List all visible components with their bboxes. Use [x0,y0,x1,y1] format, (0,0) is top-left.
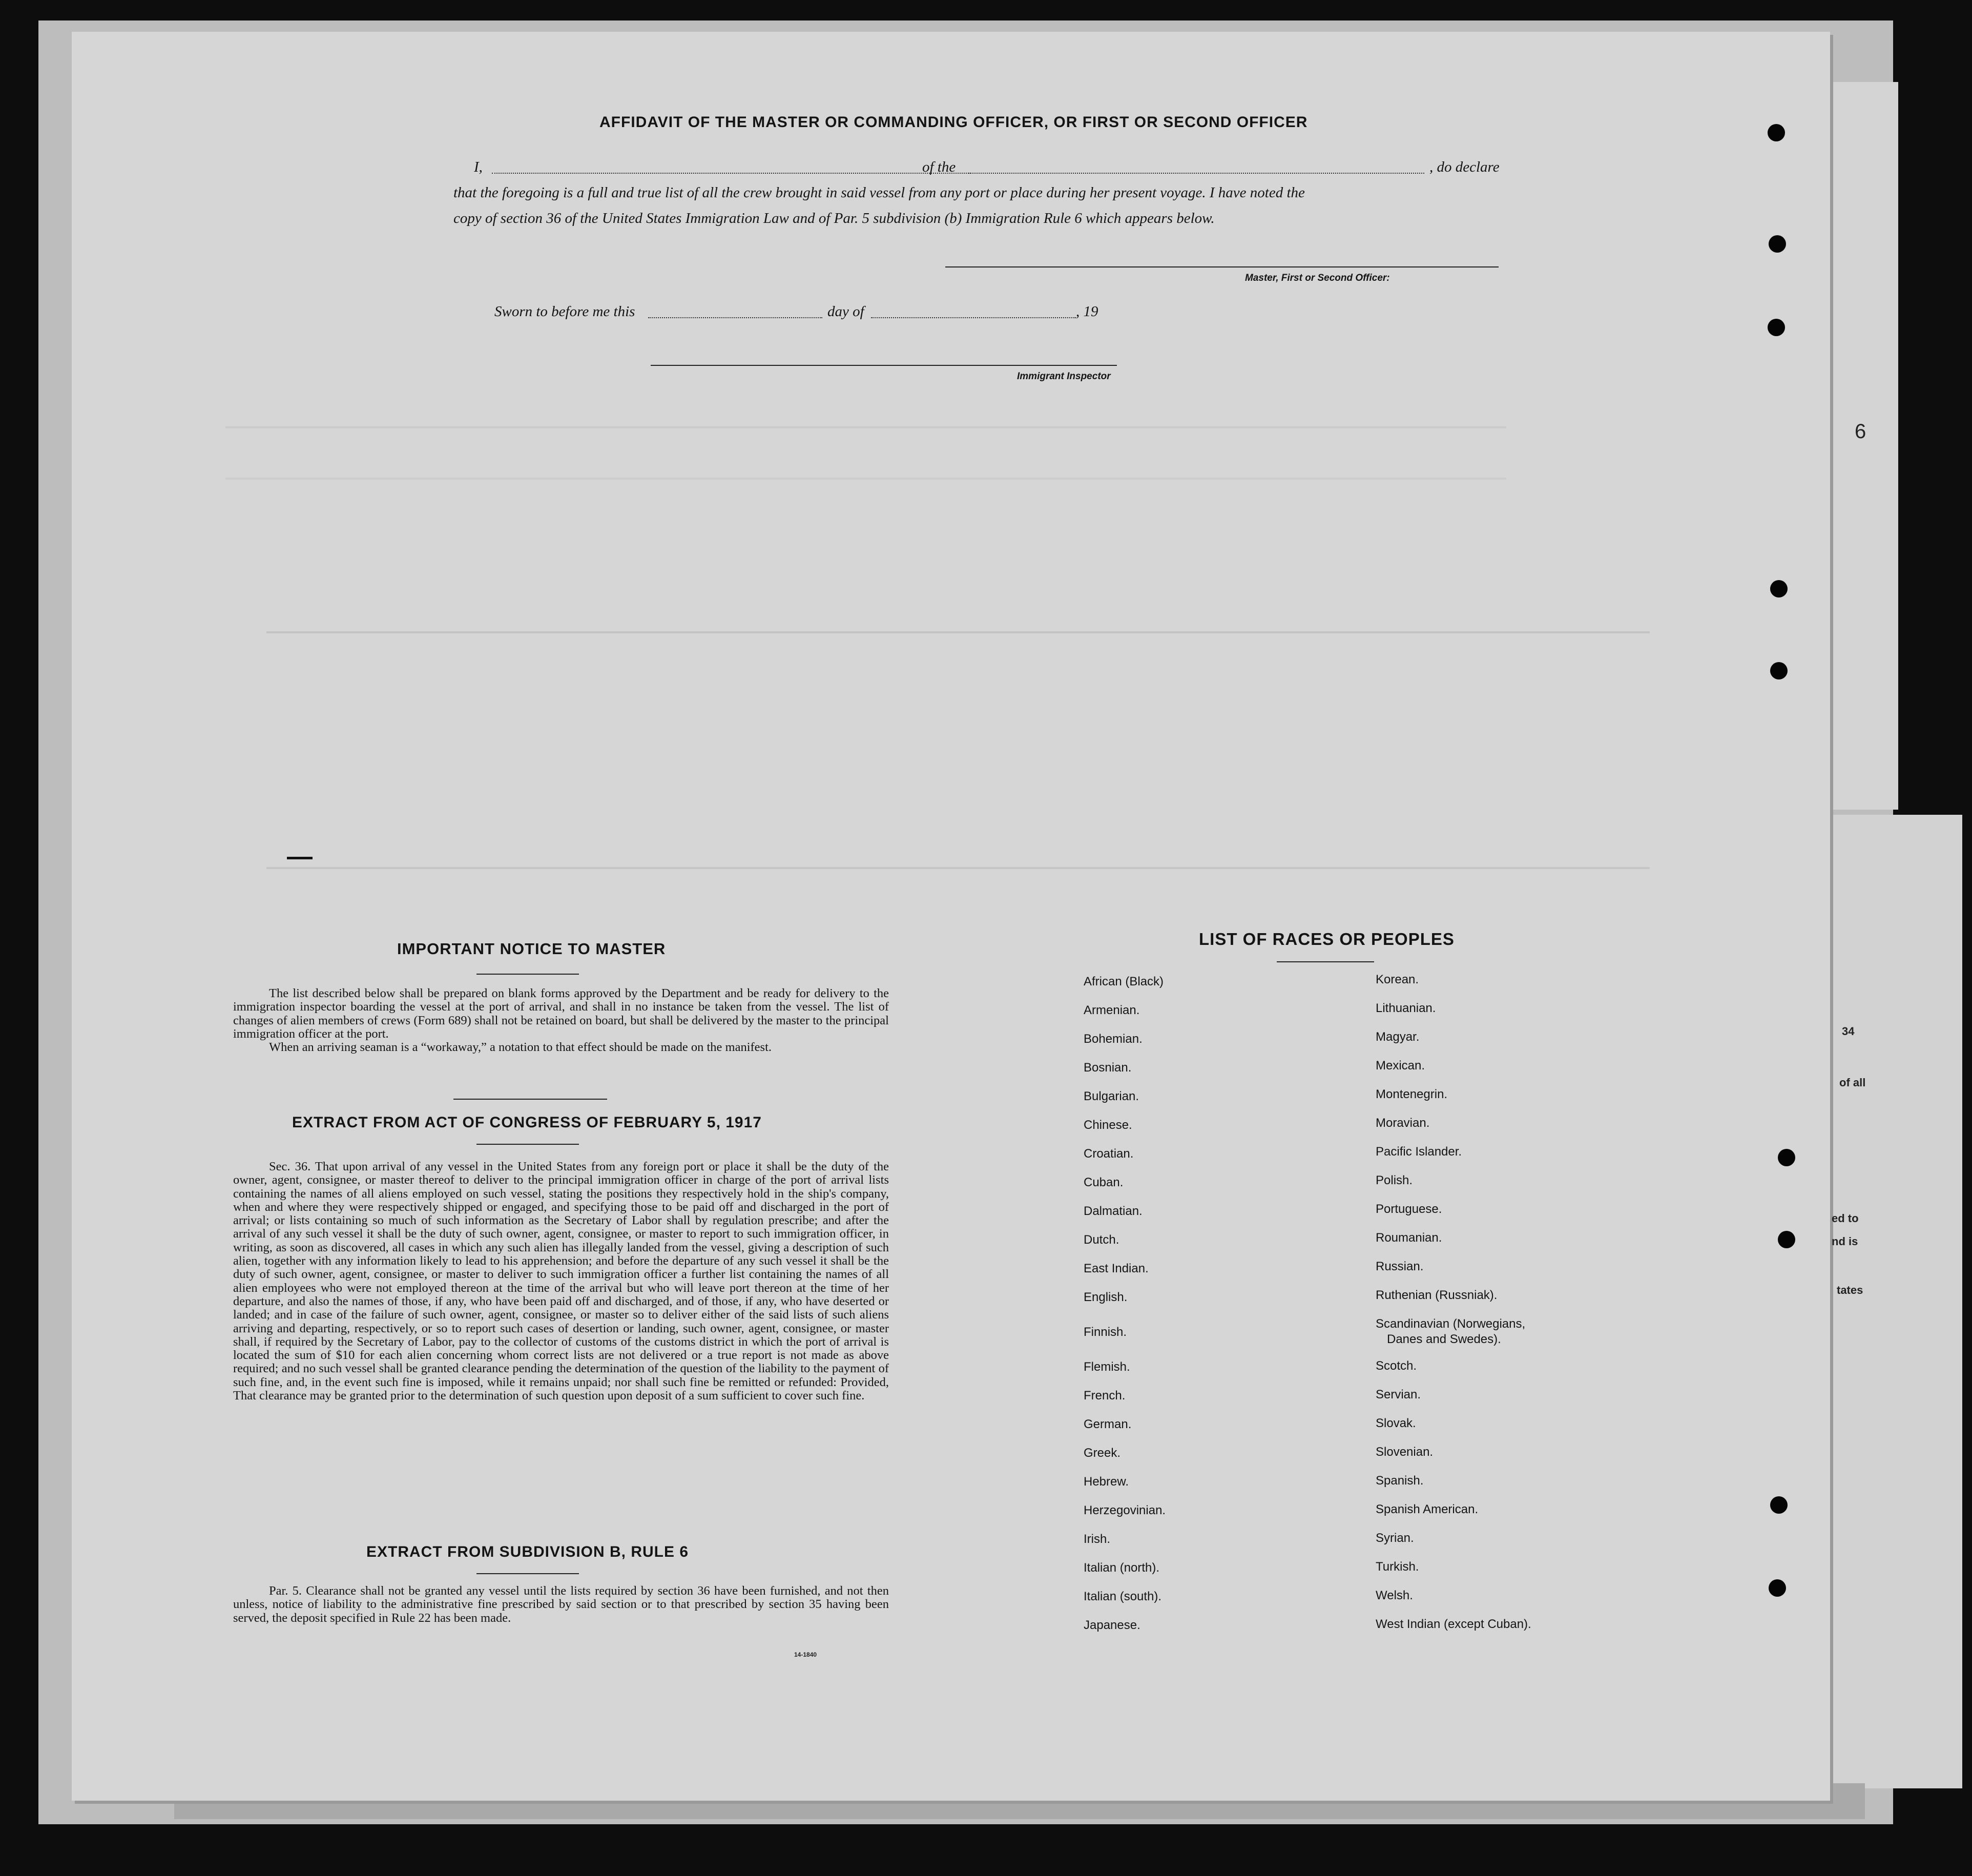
sworn-text-start: Sworn to before me this [494,303,635,320]
background-sheet-right-lower [1814,815,1962,1788]
race-item: Hebrew. [1084,1475,1129,1489]
race-item: Scandinavian (Norwegians, [1376,1317,1526,1331]
race-item: French. [1084,1389,1126,1403]
race-item: Servian. [1376,1388,1421,1401]
binder-hole [1768,124,1785,141]
race-item: Ruthenian (Russniak). [1376,1288,1498,1302]
extract-rule-title: EXTRACT FROM SUBDIVISION B, RULE 6 [366,1543,689,1560]
sworn-text-mid: day of [827,303,864,320]
notice-paragraph-1: The list described below shall be prepared on blank forms approved by the Department and be ready for delivery to the immigration inspector boarding the vessel at the port of arrival, and shall in no instance be taken from the vessel. The list of changes of alien members of crews (Form 689) shall not be retained on board, but shall be delivered by the master to the principal immigration officer at the port. [233,986,889,1041]
affidavit-line1-start: I, [474,159,483,175]
binder-hole [1768,319,1785,336]
race-item: Greek. [1084,1446,1121,1460]
race-item: Armenian. [1084,1003,1140,1017]
race-item: Moravian. [1376,1116,1430,1130]
inspector-caption: Immigrant Inspector [1017,371,1111,382]
bleedthrough-row [266,631,1650,633]
race-item: Cuban. [1084,1176,1124,1189]
binder-hole [1769,1579,1786,1597]
race-item: Lithuanian. [1376,1001,1436,1015]
bleedthrough-row [225,426,1506,428]
binder-hole [1770,662,1788,679]
binder-hole [1770,580,1788,597]
race-item: Finnish. [1084,1325,1127,1339]
race-item: Magyar. [1376,1030,1420,1044]
race-item: East Indian. [1084,1262,1149,1275]
race-item: Pacific Islander. [1376,1145,1462,1159]
race-item: Welsh. [1376,1589,1413,1602]
race-item: Bosnian. [1084,1061,1132,1075]
race-item: German. [1084,1417,1132,1431]
race-item: Dalmatian. [1084,1204,1143,1218]
notice-body [233,987,889,1054]
edge-fragment-34: 34 [1842,1025,1855,1038]
sworn-text-end: , 19 [1076,303,1098,320]
form-number: 14-1840 [794,1651,817,1658]
bleedthrough-row [225,478,1506,480]
race-item: Italian (north). [1084,1561,1160,1575]
extract-act-title: EXTRACT FROM ACT OF CONGRESS OF FEBRUARY 5, 1917 [292,1114,762,1131]
race-item: Slovak. [1376,1416,1416,1430]
notice-title: IMPORTANT NOTICE TO MASTER [397,940,666,958]
sworn-day-blank [648,317,822,318]
extract-act-title-rule [476,1144,579,1145]
binder-hole [1770,1496,1788,1514]
race-item: Russian. [1376,1260,1424,1273]
edge-fragment-tates: tates [1837,1284,1863,1296]
affidavit-line2: that the foregoing is a full and true list of all the crew brought in said vessel from any port or place during her present voyage. I have noted the [453,184,1305,201]
race-item: Slovenian. [1376,1445,1434,1459]
race-item: Dutch. [1084,1233,1119,1247]
officer-signature-caption: Master, First or Second Officer: [1245,273,1390,283]
race-item: Polish. [1376,1173,1413,1187]
race-item: Syrian. [1376,1531,1414,1545]
race-item: Montenegrin. [1376,1087,1448,1101]
binder-hole [1778,1231,1795,1248]
race-item: African (Black) [1084,975,1164,988]
sworn-month-blank [871,317,1076,318]
manifest-back-page [72,32,1830,1801]
edge-fragment-ed-to: ed to [1832,1212,1859,1225]
section-36-text: Sec. 36. That upon arrival of any vessel in the United States from any foreign port or place it shall be the duty of the owner, agent, consignee, or master thereof to deliver to the principal immigration officer in charge of the port of arrival lists containing the names of all aliens employed on such vessel, stating the positions they respectively hold in the ship's company, when and where they were respectively shipped or engaged, and specifying those to be paid off and discharged in the port of arrival; or lists containing so much of such information as the Secretary of Labor shall by regulation prescribe; and after the arrival of any such vessel it shall be the duty of such owner, agent, consignee, or master to report to such immigration officer, in writing, as soon as discovered, all cases in which any such alien has illegally landed from the vessel, giving a description of such alien, together with any information likely to lead to his apprehension; and before the departure of any such vessel it shall be the duty of such owner, agent, consignee, or master to deliver to such immigration officer a further list containing the names of all alien employees who were not employed thereon at the time of the arrival but who will leave port thereon at the time of her departure, and also the names of those, if any, who have been paid off and discharged, and of those, if any, who have deserted or landed; and in case of the failure of such owner, agent, consignee, or master so to deliver either of the said lists of such aliens arriving and departing, respectively, or so to report such cases of desertion or landing, such owner, agent, consignee, or master shall, if required by the Secretary of Labor, pay to the collector of customs of the customs district in which the port of arrival is located the sum of $10 for each alien concerning whom correct lists are not delivered or a true report is not made as above required; and no such vessel shall be granted clearance pending the determination of the question of the liability to the payment of such fine, and, in the event such fine is imposed, while it remains unpaid; nor shall such fine be remitted or refunded: Provided, That clearance may be granted prior to the determination of such question upon deposit of a sum sufficient to cover such fine. [233,1160,889,1403]
race-item: Spanish American. [1376,1502,1479,1516]
affidavit-line1-end: , do declare [1429,159,1500,175]
notice-title-rule [476,974,579,975]
affidavit-name-blank [492,173,971,174]
races-title-rule [1277,961,1374,962]
edge-fragment-nd-is: nd is [1832,1235,1858,1248]
races-title: LIST OF RACES OR PEOPLES [1199,930,1455,949]
extract-rule-body [233,1584,889,1625]
notice-end-rule [453,1099,607,1100]
binder-hole [1769,235,1786,253]
race-item: Danes and Swedes). [1387,1332,1501,1346]
edge-fragment-of-all: of all [1839,1076,1866,1089]
notice-paragraph-2: When an arriving seaman is a “workaway,” a notation to that effect should be made on the manifest. [269,1040,772,1055]
race-item: Scotch. [1376,1359,1417,1373]
race-item: Italian (south). [1084,1590,1162,1603]
extract-act-body [233,1160,889,1403]
race-item: Spanish. [1376,1474,1424,1488]
inspector-signature-line [651,365,1117,366]
race-item: Herzegovinian. [1084,1503,1166,1517]
race-item: Japanese. [1084,1618,1140,1632]
background-sheet-right [1824,82,1898,810]
race-item: Flemish. [1084,1360,1130,1374]
race-item: Chinese. [1084,1118,1132,1132]
race-item: Bohemian. [1084,1032,1143,1046]
race-item: Korean. [1376,973,1419,986]
race-item: Bulgarian. [1084,1089,1139,1103]
officer-signature-line [945,266,1499,267]
affidavit-line3: copy of section 36 of the United States Immigration Law and of Par. 5 subdivision (b) Immigration Rule 6 which appears below. [453,210,1215,226]
par-5-text: Par. 5. Clearance shall not be granted any vessel until the lists required by section 36 have been furnished, and not then unless, notice of liability to the administrative fine prescribed by said section or to that prescribed by section 35 having been served, the deposit specified in Rule 22 has been made. [233,1584,889,1625]
arrow-mark [287,857,313,859]
race-item: Roumanian. [1376,1231,1442,1245]
binder-hole [1778,1149,1795,1166]
edge-fragment-6: 6 [1855,420,1866,443]
extract-rule-title-rule [476,1573,579,1574]
race-item: Croatian. [1084,1147,1134,1161]
race-item: English. [1084,1290,1128,1304]
race-item: Turkish. [1376,1560,1419,1574]
bleedthrough-row [266,867,1650,869]
affidavit-line1-mid: of the [922,159,956,175]
affidavit-title: AFFIDAVIT OF THE MASTER OR COMMANDING OFFICER, OR FIRST OR SECOND OFFICER [599,114,1308,131]
affidavit-vessel-blank [968,173,1424,174]
race-item: Irish. [1084,1532,1111,1546]
race-item: Mexican. [1376,1059,1425,1073]
race-item: Portuguese. [1376,1202,1442,1216]
race-item: West Indian (except Cuban). [1376,1617,1531,1631]
